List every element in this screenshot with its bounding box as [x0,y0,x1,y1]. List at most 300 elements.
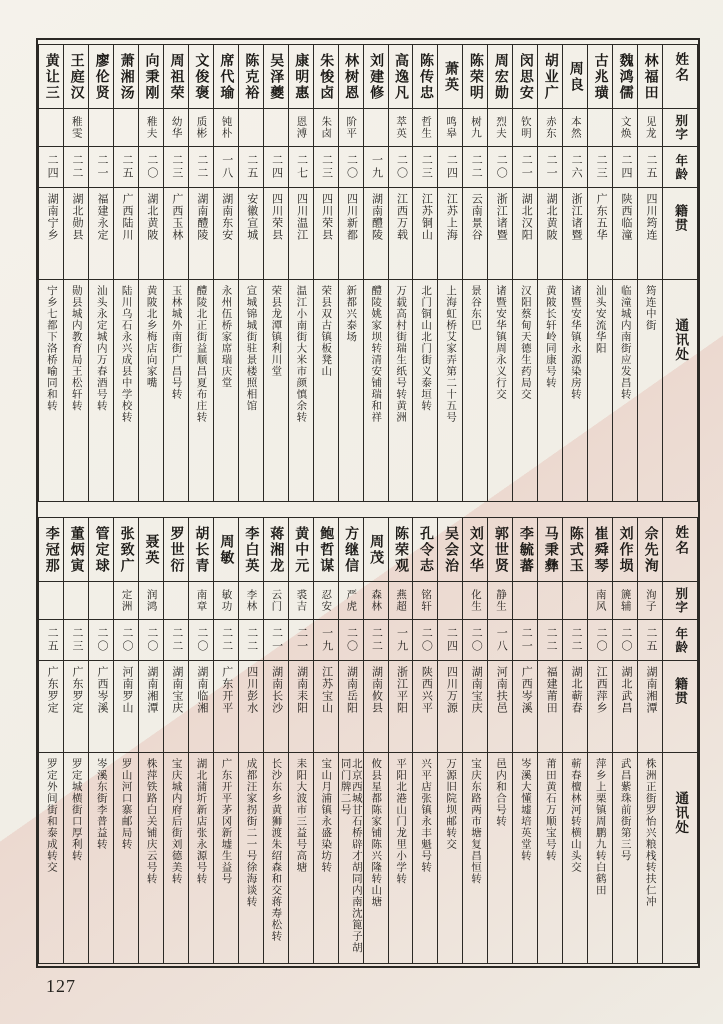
entry-column [113,45,138,501]
entry-column [263,45,288,501]
entry-name: 闵思安 [513,45,537,109]
entry-origin: 湖南临湘 [189,661,213,753]
entry-column [388,518,413,963]
entry-address: 蕲春檀林河转横山头交 [569,758,581,873]
entry-name: 马秉彝 [538,518,562,582]
header-address: 通讯处 [673,318,689,362]
entry-origin: 浙江平阳 [389,661,413,753]
entry-address: 武昌紫珠前街第三号 [619,758,631,862]
entry-address: 诸暨安华镇永源染房转 [569,285,581,400]
field-header-column [662,518,697,963]
entry-name: 吴泽夔 [264,45,288,109]
entry-alias [588,109,612,147]
entry-address: 兴平店张镇永丰魁号转 [420,758,432,873]
entry-address: 邑内和合号转 [494,758,506,827]
entry-column [213,45,238,501]
entry-alias [89,582,113,620]
entry-age: 二〇 [463,620,487,661]
entry-alias: 铭轩 [413,582,437,620]
entry-origin: 云南景谷 [463,188,487,280]
entry-age: 一九 [314,620,338,661]
entry-name: 周敏 [214,518,238,582]
entry-age: 二二 [563,620,587,661]
entry-origin: 湖南岳阳 [339,661,363,753]
entry-age: 二〇 [139,147,163,188]
entry-column [462,518,487,963]
entry-alias: 篪辅 [613,582,637,620]
entry-alias: 南风 [588,582,612,620]
entry-column [512,45,537,501]
entry-column [612,518,637,963]
entry-address: 黄陂北乡梅店向家嘴 [145,285,157,389]
entry-alias: 李林 [239,582,263,620]
entry-name: 刘建修 [364,45,388,109]
entry-age: 二五 [638,147,662,188]
entry-age: 二一 [513,147,537,188]
entry-name: 张致广 [114,518,138,582]
entry-alias: 敏功 [214,582,238,620]
entry-address: 勋县城内教育局王松轩转 [70,285,82,412]
entry-column [263,518,288,963]
entry-alias: 烈夫 [488,109,512,147]
entry-address: 醴陵北正街益顺昌夏布庄转 [195,285,207,423]
entry-origin: 广西岑溪 [513,661,537,753]
entry-column [537,518,562,963]
entry-column [388,45,413,501]
entry-age: 二〇 [613,620,637,661]
entry-name: 胡长青 [189,518,213,582]
entry-address: 黄陂长轩岭同康号转 [544,285,556,389]
entry-origin: 广东罗定 [64,661,88,753]
entry-alias: 文焕 [613,109,637,147]
entry-alias [513,582,537,620]
entry-alias: 本然 [563,109,587,147]
entry-column [537,45,562,501]
entry-name: 向秉刚 [139,45,163,109]
entry-name: 陈克裕 [239,45,263,109]
entry-address: 万源旧院坝邮转交 [445,758,457,850]
entry-alias: 忍安 [314,582,338,620]
entry-alias: 洵子 [638,582,662,620]
entry-address: 汉阳蔡甸天德生药局交 [519,285,531,400]
entry-column [587,45,612,501]
entry-name: 古兆璜 [588,45,612,109]
entry-origin: 江苏上海 [438,188,462,280]
entry-address: 宝庆东路两市塘复昌恒转 [470,758,482,885]
entry-age: 二一 [289,620,313,661]
entry-age: 二〇 [139,620,163,661]
entry-name: 刘文华 [463,518,487,582]
entry-age: 二四 [438,620,462,661]
header-name: 姓名 [663,45,697,109]
entry-name: 李白英 [239,518,263,582]
entry-name: 席代瑜 [214,45,238,109]
header-alias: 别字 [663,109,697,147]
entry-column [138,518,163,963]
entry-address: 攸县星都陈家铺陈兴隆转山塘 [370,758,382,908]
entry-alias [239,109,263,147]
entry-alias: 云门 [264,582,288,620]
entry-age: 二二 [214,620,238,661]
entry-origin: 河南罗山 [114,661,138,753]
entry-address: 荣县龙潭镇利川堂 [270,285,282,377]
entry-age: 二〇 [488,147,512,188]
entry-name: 吴会治 [438,518,462,582]
entry-age: 二三 [164,147,188,188]
entry-age: 二三 [588,147,612,188]
entry-name: 孔令志 [413,518,437,582]
entry-origin: 广西陆川 [114,188,138,280]
entry-name: 李毓蕃 [513,518,537,582]
entry-column [188,518,213,963]
entry-name: 文俊褒 [189,45,213,109]
entry-column [412,518,437,963]
entry-origin: 安徽宣城 [239,188,263,280]
entry-age: 二一 [513,620,537,661]
entry-age: 二二 [164,620,188,661]
entry-alias [39,109,63,147]
entry-column [39,518,63,963]
entry-origin: 福建莆田 [538,661,562,753]
entry-alias: 燕超 [389,582,413,620]
entry-alias [164,582,188,620]
entry-address: 万载高村街瑞生纸号转黄洲 [395,285,407,423]
entry-age: 二〇 [339,147,363,188]
entry-name: 胡业广 [538,45,562,109]
entry-column [138,45,163,501]
page-frame [36,38,700,968]
entry-alias [438,582,462,620]
entry-age: 二〇 [189,620,213,661]
entry-origin: 福建永定 [89,188,113,280]
entry-address: 醴陵姚家坝转清安铺瑞和祥 [370,285,382,423]
entry-origin: 四川荣县 [264,188,288,280]
entry-address: 莆田黄石万顺宝号转 [544,758,556,862]
entry-origin: 广东罗定 [39,661,63,753]
entry-column [637,45,662,501]
entry-name: 朱悛卤 [314,45,338,109]
entry-age: 二〇 [389,147,413,188]
entry-column [88,518,113,963]
entry-address: 广东开平茅冈新墟生益号 [220,758,232,885]
entry-alias: 钦明 [513,109,537,147]
entry-alias: 钝朴 [214,109,238,147]
entry-address: 罗定城横街口厚利转 [70,758,82,862]
entry-age: 二〇 [339,620,363,661]
entry-origin: 四川筠连 [638,188,662,280]
entry-column [412,45,437,501]
entry-origin: 湖北黄陂 [538,188,562,280]
entry-address: 北门铜山北门街义泰垣转 [420,285,432,412]
entry-origin: 湖北黄陂 [139,188,163,280]
entry-origin: 湖南攸县 [364,661,388,753]
entry-column [562,518,587,963]
entry-name: 鲍哲谋 [314,518,338,582]
entry-name: 康明惠 [289,45,313,109]
entry-origin: 陕西临潼 [613,188,637,280]
entry-origin: 江西万载 [389,188,413,280]
entry-alias: 静生 [488,582,512,620]
entry-name: 周良 [563,45,587,109]
entry-age: 二四 [39,147,63,188]
entry-address: 汕头永定城内万春酒号转 [95,285,107,412]
header-address: 通讯处 [673,791,689,835]
entry-origin: 湖南醴陵 [189,188,213,280]
entry-age: 二五 [638,620,662,661]
entry-column [612,45,637,501]
entry-name: 方继信 [339,518,363,582]
entry-address: 温江小南街大米市颜慎余转 [295,285,307,423]
entry-age: 二二 [64,147,88,188]
entry-alias [563,582,587,620]
entry-age: 二〇 [588,620,612,661]
entry-name: 魏鸿儒 [613,45,637,109]
entry-age: 二三 [314,147,338,188]
entry-address: 株洲正街罗怡兴粮栈转扶仁冲 [644,758,656,908]
entry-age: 二四 [613,147,637,188]
entry-origin: 广东五华 [588,188,612,280]
entry-name: 周祖荣 [164,45,188,109]
entry-column [562,45,587,501]
entry-alias [39,582,63,620]
entry-name: 陈传忠 [413,45,437,109]
entry-column [338,518,363,963]
entry-origin: 湖南醴陵 [364,188,388,280]
header-name: 姓名 [663,518,697,582]
entry-alias: 见龙 [638,109,662,147]
entry-name: 林树恩 [339,45,363,109]
entry-origin: 湖北勋县 [64,188,88,280]
entry-address: 宁乡七都下洛桥喻同和转 [45,285,57,412]
entry-name: 林福田 [638,45,662,109]
entry-address: 新都兴泰场 [345,285,357,343]
entry-column [238,518,263,963]
entry-alias: 恩溥 [289,109,313,147]
entry-alias: 定洲 [114,582,138,620]
entry-origin: 浙江诸暨 [488,188,512,280]
entry-address: 诸暨安华镇周永义行交 [494,285,506,400]
entry-name: 罗世衍 [164,518,188,582]
entry-address: 永州伍桥家席瑞庆堂 [220,285,232,389]
field-header-column [662,45,697,501]
entry-origin: 四川新都 [339,188,363,280]
entry-origin: 四川温江 [289,188,313,280]
entry-age: 二三 [413,147,437,188]
entry-alias: 润鸿 [139,582,163,620]
entry-name: 李冠那 [39,518,63,582]
entry-alias: 质彬 [189,109,213,147]
entry-name: 聂英 [139,518,163,582]
entry-alias: 稚夫 [139,109,163,147]
directory-table-top [38,44,698,502]
entry-origin: 湖南宝庆 [164,661,188,753]
entry-column [512,518,537,963]
entry-address: 上海虹桥艾家弄第二十五号 [445,285,457,423]
entry-age: 二五 [239,147,263,188]
entry-address: 宣城锦城街驻景楼照相馆 [245,285,257,412]
entry-name: 萧湘汤 [114,45,138,109]
header-origin: 籍贯 [663,661,697,753]
table-divider-gap [38,502,698,517]
entry-origin: 湖南东安 [214,188,238,280]
entry-origin: 陕西兴平 [413,661,437,753]
entry-alias [89,109,113,147]
entry-origin: 江西萍乡 [588,661,612,753]
entry-name: 董炳寅 [64,518,88,582]
entry-column [487,45,512,501]
entry-column [313,518,338,963]
entry-column [188,45,213,501]
entry-alias [114,109,138,147]
entry-column [88,45,113,501]
entry-name: 黄让三 [39,45,63,109]
entry-address: 长沙东乡黄狮渡朱绍森和交蒋寿松转 [270,758,282,942]
entry-age: 二〇 [114,620,138,661]
entry-alias: 裘吉 [289,582,313,620]
entry-name: 廖伦贤 [89,45,113,109]
entry-address: 景谷东巴 [470,285,482,331]
entry-alias [364,109,388,147]
entry-alias: 哲生 [413,109,437,147]
entry-address: 罗山河口寨邮局转 [120,758,132,850]
entry-name: 管定球 [89,518,113,582]
entry-origin: 四川彭水 [239,661,263,753]
entry-origin: 湖南耒阳 [289,661,313,753]
entry-origin: 湖南湘潭 [638,661,662,753]
entry-name: 周茂 [364,518,388,582]
entry-address: 北京西城甘石桥辟才胡同内南沈篦子胡同门牌二号 [339,758,362,954]
header-age: 年龄 [663,620,697,661]
entry-name: 高逸凡 [389,45,413,109]
entry-column [437,518,462,963]
entry-name: 陈荣观 [389,518,413,582]
entry-age: 二三 [64,620,88,661]
entry-name: 黄中元 [289,518,313,582]
header-alias: 别字 [663,582,697,620]
entry-origin: 广西玉林 [164,188,188,280]
entry-age: 二四 [438,147,462,188]
entry-address: 罗定外间街和泰成转交 [45,758,57,873]
entry-origin: 江苏铜山 [413,188,437,280]
entry-age: 二七 [289,147,313,188]
entry-age: 二一 [264,620,288,661]
entry-age: 二五 [39,620,63,661]
entry-origin: 浙江诸暨 [563,188,587,280]
entry-alias [264,109,288,147]
entry-alias: 幼华 [164,109,188,147]
entry-origin: 湖南长沙 [264,661,288,753]
entry-column [637,518,662,963]
entry-name: 萧英 [438,45,462,109]
entry-name: 陈荣明 [463,45,487,109]
entry-alias: 树九 [463,109,487,147]
entry-origin: 广西岑溪 [89,661,113,753]
entry-column [213,518,238,963]
entry-age: 一八 [214,147,238,188]
entry-name: 崔舜琴 [588,518,612,582]
entry-age: 一九 [389,620,413,661]
entry-address: 陆川乌石永兴成县中学校转 [120,285,132,423]
entry-origin: 湖南湘潭 [139,661,163,753]
entry-age: 一八 [488,620,512,661]
header-age: 年龄 [663,147,697,188]
entry-alias: 森林 [364,582,388,620]
entry-column [63,45,88,501]
entry-column [63,518,88,963]
entry-column [238,45,263,501]
entry-alias: 朱卤 [314,109,338,147]
entry-column [587,518,612,963]
entry-age: 二〇 [89,620,113,661]
entry-age: 二二 [538,620,562,661]
entry-name: 刘作埙 [613,518,637,582]
entry-name: 蒋湘龙 [264,518,288,582]
entry-age: 二四 [264,147,288,188]
entry-age: 二二 [364,620,388,661]
entry-column [363,518,388,963]
entry-column [288,45,313,501]
entry-alias: 萃英 [389,109,413,147]
entry-origin: 四川荣县 [314,188,338,280]
entry-alias: 化生 [463,582,487,620]
entry-alias: 严虎 [339,582,363,620]
entry-column [163,45,188,501]
entry-alias: 鸣皋 [438,109,462,147]
entry-alias: 南章 [189,582,213,620]
page-number: 127 [46,976,76,996]
entry-alias: 阶平 [339,109,363,147]
entry-age: 二二 [239,620,263,661]
entry-column [39,45,63,501]
entry-column [338,45,363,501]
entry-address: 宝山月浦镇永盛染坊转 [320,758,332,873]
entry-name: 陈式玉 [563,518,587,582]
header-origin: 籍贯 [663,188,697,280]
entry-origin: 湖南宝庆 [463,661,487,753]
entry-origin: 江苏宝山 [314,661,338,753]
entry-age: 二五 [114,147,138,188]
entry-column [163,518,188,963]
entry-column [363,45,388,501]
entry-alias: 赤东 [538,109,562,147]
entry-age: 二二 [463,147,487,188]
entry-age: 二一 [538,147,562,188]
entry-origin: 湖北蕲春 [563,661,587,753]
entry-address: 玉林城外南街广昌号转 [170,285,182,400]
entry-address: 萍乡上栗镇周鹏九转白鹤田 [594,758,606,896]
entry-name: 佘先洵 [638,518,662,582]
entry-origin: 湖北汉阳 [513,188,537,280]
entry-address: 筠连中街 [644,285,656,331]
entry-origin: 广东开平 [214,661,238,753]
entry-alias [538,582,562,620]
entry-column [288,518,313,963]
entry-column [113,518,138,963]
entry-name: 王庭汉 [64,45,88,109]
entry-address: 平阳北港山门龙里小学转 [395,758,407,885]
entry-address: 岑溪东街李普益转 [95,758,107,850]
entry-name: 郭世贤 [488,518,512,582]
entry-address: 成都汪家拐街二一号徐海谈转 [245,758,257,908]
entry-age: 二二 [189,147,213,188]
entry-origin: 湖南宁乡 [39,188,63,280]
entry-origin: 四川万源 [438,661,462,753]
entry-alias [64,582,88,620]
entry-column [487,518,512,963]
entry-address: 湖北蒲圻新店张永源号转 [195,758,207,885]
entry-age: 二六 [563,147,587,188]
entry-address: 临潼城内南街应发昌转 [619,285,631,400]
